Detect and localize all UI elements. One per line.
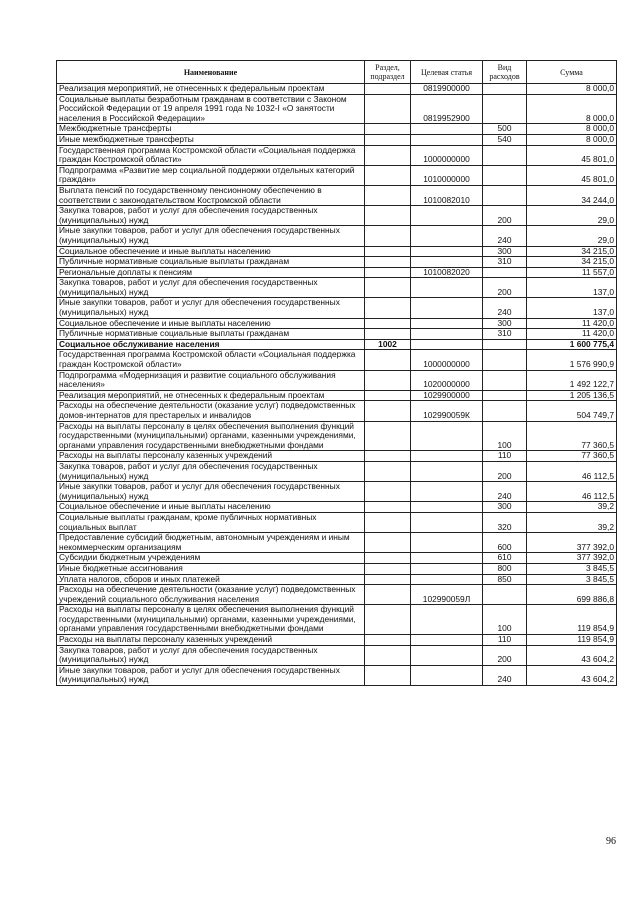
cell-target [411, 533, 483, 553]
cell-section [365, 390, 411, 401]
table-row [57, 84, 617, 95]
cell-type: 200 [483, 206, 527, 226]
cell-name: Предоставление субсидий бюджетным, автономным учреждениям и иным некоммерческим организациям [57, 533, 365, 553]
cell-section [365, 165, 411, 185]
cell-target [411, 246, 483, 257]
cell-name: Расходы на выплаты персоналу в целях обеспечения выполнения функций государственными (муниципальными) органами, казенными учреждениями, органами управления государственными внебюджетными фондами [57, 605, 365, 635]
cell-target [411, 461, 483, 481]
cell-type [483, 370, 527, 390]
cell-name: Субсидии бюджетным учреждениям [57, 553, 365, 564]
cell-sum: 29,0 [527, 226, 617, 246]
cell-type: 110 [483, 635, 527, 646]
cell-type: 100 [483, 421, 527, 451]
table-row [57, 145, 617, 165]
table-row [57, 482, 617, 502]
cell-section [365, 206, 411, 226]
cell-section [365, 482, 411, 502]
column-header-type: Вид расходов [483, 61, 527, 84]
cell-target [411, 553, 483, 564]
cell-sum: 3 845,5 [527, 563, 617, 574]
cell-section [365, 665, 411, 685]
cell-section [365, 318, 411, 329]
cell-sum: 8 000,0 [527, 124, 617, 135]
cell-target [411, 298, 483, 318]
cell-name: Межбюджетные трансферты [57, 124, 365, 135]
cell-type: 300 [483, 318, 527, 329]
cell-section [365, 246, 411, 257]
cell-name: Социальные выплаты безработным гражданам в соответствии с Законом Российской Федерации от 19 апреля 1991 года № 1032-I «О занятости населения в Российской Федерации» [57, 94, 365, 124]
cell-type: 310 [483, 257, 527, 268]
cell-name: Расходы на выплаты персоналу казенных учреждений [57, 635, 365, 646]
cell-target [411, 563, 483, 574]
cell-name: Социальное обслуживание населения [57, 339, 365, 350]
cell-target [411, 226, 483, 246]
cell-name: Закупка товаров, работ и услуг для обеспечения государственных (муниципальных) нужд [57, 278, 365, 298]
table-row [57, 94, 617, 124]
cell-target [411, 635, 483, 646]
cell-target [411, 605, 483, 635]
cell-sum: 29,0 [527, 206, 617, 226]
table-row [57, 645, 617, 665]
cell-type: 600 [483, 533, 527, 553]
cell-type [483, 401, 527, 421]
cell-section [365, 512, 411, 532]
table-row [57, 318, 617, 329]
cell-target: 102990059Л [411, 585, 483, 605]
cell-sum: 39,2 [527, 512, 617, 532]
cell-sum: 39,2 [527, 502, 617, 513]
cell-sum: 8 000,0 [527, 134, 617, 145]
cell-sum: 3 845,5 [527, 574, 617, 585]
cell-name: Подпрограмма «Модернизация и развитие социального обслуживания населения» [57, 370, 365, 390]
cell-type [483, 145, 527, 165]
cell-target [411, 206, 483, 226]
cell-name: Социальные выплаты гражданам, кроме публичных нормативных социальных выплат [57, 512, 365, 532]
cell-sum: 1 205 136,5 [527, 390, 617, 401]
cell-type: 200 [483, 645, 527, 665]
cell-section [365, 370, 411, 390]
table-row [57, 553, 617, 564]
cell-name: Иные межбюджетные трансферты [57, 134, 365, 145]
cell-section [365, 401, 411, 421]
cell-type: 110 [483, 451, 527, 462]
cell-target: 0819952900 [411, 94, 483, 124]
table-row [57, 350, 617, 370]
table-row [57, 451, 617, 462]
table-row [57, 370, 617, 390]
column-header-sum: Сумма [527, 61, 617, 84]
table-row [57, 512, 617, 532]
cell-type: 100 [483, 605, 527, 635]
cell-sum: 699 886,8 [527, 585, 617, 605]
cell-type: 200 [483, 461, 527, 481]
cell-type: 200 [483, 278, 527, 298]
table-row [57, 461, 617, 481]
cell-type [483, 585, 527, 605]
cell-sum: 1 492 122,7 [527, 370, 617, 390]
cell-type [483, 84, 527, 95]
table-row [57, 563, 617, 574]
cell-type [483, 94, 527, 124]
cell-target [411, 257, 483, 268]
table-header-row [57, 61, 617, 84]
cell-name: Расходы на выплаты персоналу казенных учреждений [57, 451, 365, 462]
cell-sum: 43 604,2 [527, 645, 617, 665]
cell-target [411, 574, 483, 585]
cell-name: Расходы на обеспечение деятельности (оказание услуг) подведомственных домов-интернатов для престарелых и инвалидов [57, 401, 365, 421]
cell-type [483, 390, 527, 401]
cell-sum: 45 801,0 [527, 145, 617, 165]
cell-target [411, 645, 483, 665]
cell-type [483, 165, 527, 185]
cell-type [483, 350, 527, 370]
table-row [57, 185, 617, 205]
cell-target: 1020000000 [411, 370, 483, 390]
cell-name: Публичные нормативные социальные выплаты гражданам [57, 329, 365, 340]
cell-type: 610 [483, 553, 527, 564]
cell-sum: 34 215,0 [527, 257, 617, 268]
table-row [57, 605, 617, 635]
cell-section [365, 585, 411, 605]
cell-name: Социальное обеспечение и иные выплаты населению [57, 246, 365, 257]
cell-section [365, 645, 411, 665]
cell-type: 300 [483, 246, 527, 257]
cell-type: 240 [483, 226, 527, 246]
cell-section [365, 461, 411, 481]
cell-target [411, 421, 483, 451]
cell-sum: 8 000,0 [527, 94, 617, 124]
cell-target [411, 665, 483, 685]
cell-name: Социальное обеспечение и иные выплаты населению [57, 318, 365, 329]
table-row [57, 401, 617, 421]
cell-name: Закупка товаров, работ и услуг для обеспечения государственных (муниципальных) нужд [57, 461, 365, 481]
cell-section: 1002 [365, 339, 411, 350]
cell-section [365, 574, 411, 585]
cell-type: 850 [483, 574, 527, 585]
cell-section [365, 421, 411, 451]
cell-name: Иные закупки товаров, работ и услуг для обеспечения государственных (муниципальных) нужд [57, 298, 365, 318]
cell-sum: 11 557,0 [527, 267, 617, 278]
cell-name: Закупка товаров, работ и услуг для обеспечения государственных (муниципальных) нужд [57, 206, 365, 226]
cell-sum: 8 000,0 [527, 84, 617, 95]
cell-sum: 119 854,9 [527, 605, 617, 635]
cell-section [365, 124, 411, 135]
cell-type: 500 [483, 124, 527, 135]
cell-section [365, 605, 411, 635]
cell-name: Государственная программа Костромской области «Социальная поддержка граждан Костромской области» [57, 145, 365, 165]
cell-sum: 1 576 990,9 [527, 350, 617, 370]
cell-target: 1010000000 [411, 165, 483, 185]
cell-name: Подпрограмма «Развитие мер социальной поддержки отдельных категорий граждан» [57, 165, 365, 185]
table-row [57, 585, 617, 605]
cell-section [365, 635, 411, 646]
table-row [57, 298, 617, 318]
cell-sum: 45 801,0 [527, 165, 617, 185]
cell-name: Расходы на выплаты персоналу в целях обеспечения выполнения функций государственными (муниципальными) органами, казенными учреждениями, органами управления государственными внебюджетными фондами [57, 421, 365, 451]
cell-type [483, 185, 527, 205]
cell-section [365, 350, 411, 370]
cell-type: 320 [483, 512, 527, 532]
cell-target [411, 134, 483, 145]
cell-target [411, 512, 483, 532]
cell-target [411, 318, 483, 329]
cell-name: Публичные нормативные социальные выплаты гражданам [57, 257, 365, 268]
cell-sum: 137,0 [527, 298, 617, 318]
table-body [57, 84, 617, 686]
budget-table [56, 60, 617, 686]
table-row [57, 165, 617, 185]
cell-section [365, 563, 411, 574]
cell-name: Реализация мероприятий, не отнесенных к федеральным проектам [57, 390, 365, 401]
cell-name: Уплата налогов, сборов и иных платежей [57, 574, 365, 585]
cell-target: 1029900000 [411, 390, 483, 401]
cell-section [365, 145, 411, 165]
cell-name: Иные закупки товаров, работ и услуг для обеспечения государственных (муниципальных) нужд [57, 482, 365, 502]
table-row [57, 206, 617, 226]
table-row [57, 257, 617, 268]
budget-table-page [56, 60, 616, 686]
table-row [57, 124, 617, 135]
cell-target [411, 278, 483, 298]
cell-section [365, 257, 411, 268]
cell-target [411, 339, 483, 350]
table-row [57, 665, 617, 685]
cell-sum: 504 749,7 [527, 401, 617, 421]
cell-type: 300 [483, 502, 527, 513]
table-row [57, 267, 617, 278]
cell-section [365, 533, 411, 553]
column-header-target: Целевая статья [411, 61, 483, 84]
cell-section [365, 134, 411, 145]
cell-sum: 11 420,0 [527, 329, 617, 340]
cell-sum: 137,0 [527, 278, 617, 298]
cell-type: 310 [483, 329, 527, 340]
cell-section [365, 553, 411, 564]
cell-type: 240 [483, 482, 527, 502]
cell-target [411, 451, 483, 462]
cell-target: 0819900000 [411, 84, 483, 95]
cell-name: Закупка товаров, работ и услуг для обеспечения государственных (муниципальных) нужд [57, 645, 365, 665]
cell-sum: 77 360,5 [527, 451, 617, 462]
table-row [57, 390, 617, 401]
cell-target [411, 124, 483, 135]
cell-name: Реализация мероприятий, не отнесенных к федеральным проектам [57, 84, 365, 95]
table-row [57, 533, 617, 553]
cell-target: 1010082020 [411, 267, 483, 278]
column-header-section: Раздел, подраздел [365, 61, 411, 84]
cell-sum: 377 392,0 [527, 553, 617, 564]
table-row [57, 635, 617, 646]
cell-section [365, 451, 411, 462]
cell-target [411, 502, 483, 513]
cell-target: 1000000000 [411, 145, 483, 165]
cell-section [365, 278, 411, 298]
cell-target [411, 482, 483, 502]
cell-section [365, 329, 411, 340]
cell-name: Иные бюджетные ассигнования [57, 563, 365, 574]
cell-sum: 46 112,5 [527, 482, 617, 502]
cell-sum: 377 392,0 [527, 533, 617, 553]
table-row [57, 329, 617, 340]
cell-type: 240 [483, 298, 527, 318]
table-row [57, 502, 617, 513]
cell-type [483, 339, 527, 350]
cell-sum: 1 600 775,4 [527, 339, 617, 350]
cell-section [365, 298, 411, 318]
table-row [57, 246, 617, 257]
cell-sum: 43 604,2 [527, 665, 617, 685]
cell-target: 102990059К [411, 401, 483, 421]
cell-name: Региональные доплаты к пенсиям [57, 267, 365, 278]
table-row [57, 339, 617, 350]
cell-sum: 11 420,0 [527, 318, 617, 329]
cell-name: Социальное обеспечение и иные выплаты населению [57, 502, 365, 513]
cell-sum: 119 854,9 [527, 635, 617, 646]
cell-type: 540 [483, 134, 527, 145]
cell-section [365, 84, 411, 95]
cell-type [483, 267, 527, 278]
table-row [57, 226, 617, 246]
cell-sum: 46 112,5 [527, 461, 617, 481]
cell-section [365, 502, 411, 513]
cell-sum: 77 360,5 [527, 421, 617, 451]
cell-target: 1010082010 [411, 185, 483, 205]
cell-type: 800 [483, 563, 527, 574]
cell-name: Государственная программа Костромской области «Социальная поддержка граждан Костромской области» [57, 350, 365, 370]
cell-section [365, 267, 411, 278]
column-header-name: Наименование [57, 61, 365, 84]
cell-sum: 34 244,0 [527, 185, 617, 205]
cell-name: Иные закупки товаров, работ и услуг для обеспечения государственных (муниципальных) нужд [57, 665, 365, 685]
cell-name: Расходы на обеспечение деятельности (оказание услуг) подведомственных учреждений социального обслуживания населения [57, 585, 365, 605]
table-row [57, 278, 617, 298]
table-row [57, 134, 617, 145]
table-row [57, 421, 617, 451]
page-number: 96 [606, 836, 616, 847]
cell-section [365, 226, 411, 246]
cell-target [411, 329, 483, 340]
table-row [57, 574, 617, 585]
cell-sum: 34 215,0 [527, 246, 617, 257]
cell-name: Выплата пенсий по государственному пенсионному обеспечению в соответствии с законодательством Костромской области [57, 185, 365, 205]
cell-target: 1000000000 [411, 350, 483, 370]
cell-name: Иные закупки товаров, работ и услуг для обеспечения государственных (муниципальных) нужд [57, 226, 365, 246]
cell-type: 240 [483, 665, 527, 685]
cell-section [365, 185, 411, 205]
cell-section [365, 94, 411, 124]
